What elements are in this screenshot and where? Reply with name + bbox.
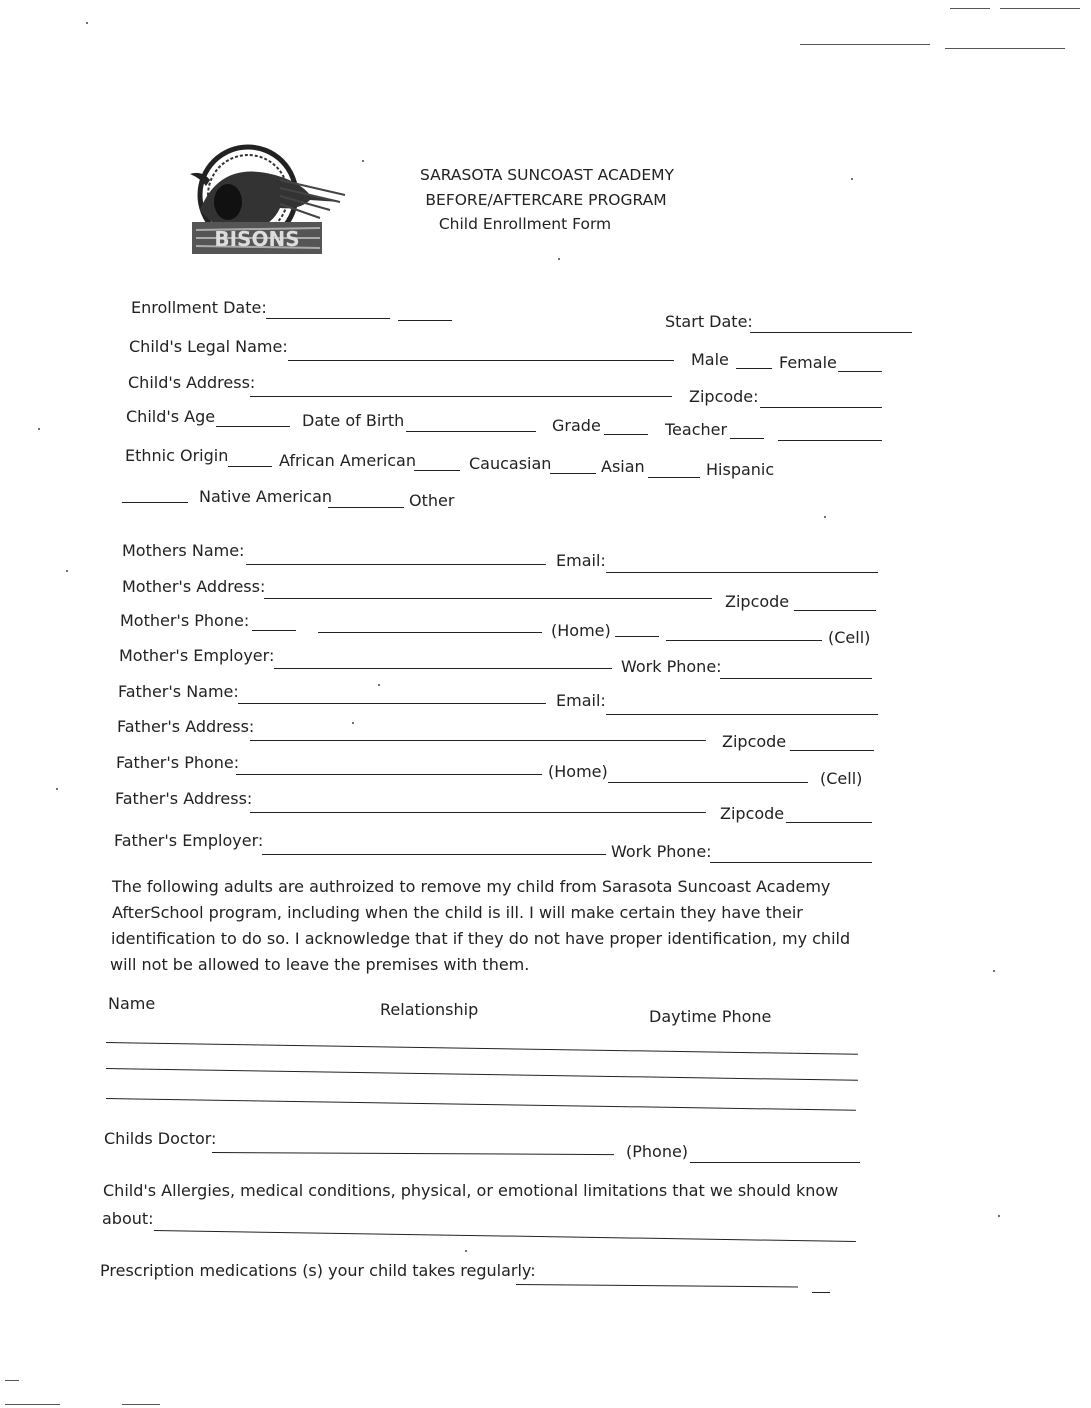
scan-speck (465, 1250, 467, 1252)
mother-address-label: Mother's Address: (122, 577, 266, 596)
father-zipcode-field[interactable] (790, 750, 874, 751)
scan-mark (800, 44, 930, 45)
scan-speck (998, 1215, 1000, 1217)
father-address-label: Father's Address: (117, 717, 255, 736)
svg-text:BISONS: BISONS (214, 227, 300, 251)
scan-speck (851, 178, 853, 180)
scan-mark (122, 1404, 160, 1405)
authorized-adult-row-3[interactable] (106, 1098, 856, 1111)
father-work-phone-label: Work Phone: (611, 842, 712, 861)
start-date-field[interactable] (750, 332, 912, 333)
scan-mark (945, 48, 1065, 49)
scan-mark (5, 1380, 19, 1381)
father-zipcode-2-field[interactable] (786, 822, 872, 823)
mother-name-field[interactable] (246, 564, 546, 565)
scan-speck (66, 570, 68, 572)
scan-speck (993, 970, 995, 972)
caucasian-label: Caucasian (469, 454, 552, 473)
teacher-field-2[interactable] (778, 440, 882, 441)
authorized-paragraph-line-1: The following adults are authroized to remove my child from Sarasota Suncoast Academy (112, 877, 831, 896)
program-name: BEFORE/AFTERCARE PROGRAM (425, 191, 667, 209)
hispanic-field[interactable] (648, 477, 700, 478)
form-title: Child Enrollment Form (438, 215, 612, 233)
dob-field[interactable] (406, 431, 536, 432)
school-name: SARASOTA SUNCOAST ACADEMY (420, 166, 675, 184)
allergies-label-line-1: Child's Allergies, medical conditions, physical, or emotional limitations that we should know (103, 1181, 839, 1200)
scan-mark (5, 1404, 60, 1405)
father-employer-field[interactable] (262, 854, 606, 855)
male-field[interactable] (736, 368, 772, 369)
dob-label: Date of Birth (302, 411, 405, 430)
african-american-label: African American (279, 451, 416, 470)
column-header-relationship: Relationship (380, 1000, 479, 1019)
authorized-paragraph-line-3: identification to do so. I acknowledge that if they do not have proper identification, my child (111, 929, 851, 948)
scan-speck (362, 160, 364, 162)
child-zipcode-field[interactable] (760, 407, 882, 408)
father-home-phone-field[interactable] (236, 774, 542, 775)
mother-work-phone-field[interactable] (720, 678, 872, 679)
teacher-field[interactable] (730, 438, 764, 439)
father-address-field[interactable] (250, 740, 706, 741)
doctor-field[interactable] (212, 1152, 614, 1155)
african-american-field[interactable] (228, 466, 272, 467)
enrollment-date-field-2[interactable] (398, 320, 452, 321)
mother-home-label: (Home) (551, 621, 611, 640)
mother-cell-phone-field[interactable] (666, 640, 822, 641)
father-phone-label: Father's Phone: (116, 753, 240, 772)
native-american-label: Native American (199, 487, 333, 506)
doctor-phone-field[interactable] (690, 1162, 860, 1163)
prescriptions-field[interactable] (516, 1284, 798, 1287)
mother-employer-label: Mother's Employer: (119, 646, 275, 665)
father-name-label: Father's Name: (118, 682, 239, 701)
prescriptions-field-2[interactable] (812, 1292, 830, 1293)
allergies-field[interactable] (154, 1230, 856, 1242)
mother-zipcode-field[interactable] (794, 610, 876, 611)
scan-speck (352, 722, 354, 724)
scan-speck (56, 788, 58, 790)
legal-name-label: Child's Legal Name: (129, 337, 288, 356)
mother-cell-area-field[interactable] (615, 636, 659, 637)
mother-email-label: Email: (556, 551, 606, 570)
enrollment-date-field[interactable] (266, 318, 390, 319)
enrollment-date-label: Enrollment Date: (131, 298, 267, 317)
child-age-label: Child's Age (126, 407, 216, 426)
scan-mark (1000, 8, 1080, 9)
bison-mascot-logo (180, 140, 350, 260)
hispanic-label: Hispanic (706, 460, 775, 479)
authorized-paragraph-line-4: will not be allowed to leave the premises with them. (110, 955, 530, 974)
mother-employer-field[interactable] (274, 668, 612, 669)
female-field[interactable] (838, 371, 882, 372)
child-age-field[interactable] (216, 426, 290, 427)
mother-home-area-field[interactable] (252, 630, 296, 631)
scan-speck (824, 516, 826, 518)
male-label: Male (691, 350, 729, 369)
child-address-field[interactable] (250, 396, 672, 397)
mother-cell-label: (Cell) (828, 628, 871, 647)
father-address-2-label: Father's Address: (115, 789, 253, 808)
father-email-field[interactable] (606, 714, 878, 715)
prescriptions-label: Prescription medications (s) your child takes regularly: (100, 1261, 536, 1280)
allergies-label-line-2: about: (102, 1209, 154, 1228)
mother-zipcode-label: Zipcode (725, 592, 790, 611)
authorized-adult-row-1[interactable] (106, 1042, 858, 1055)
father-cell-phone-field[interactable] (608, 782, 808, 783)
father-work-phone-field[interactable] (710, 862, 872, 863)
doctor-label: Childs Doctor: (104, 1129, 217, 1148)
father-address-2-field[interactable] (250, 812, 706, 813)
mother-work-phone-label: Work Phone: (621, 657, 722, 676)
scan-speck (558, 258, 560, 260)
child-zipcode-label: Zipcode: (689, 387, 759, 406)
ethnic-origin-label: Ethnic Origin (125, 446, 229, 465)
child-address-label: Child's Address: (128, 373, 256, 392)
mother-email-field[interactable] (606, 572, 878, 573)
female-label: Female (779, 353, 837, 372)
asian-label: Asian (601, 457, 645, 476)
father-cell-label: (Cell) (820, 769, 863, 788)
caucasian-field[interactable] (414, 470, 460, 471)
scan-mark (950, 8, 990, 9)
mother-address-field[interactable] (264, 598, 712, 599)
teacher-label: Teacher (665, 420, 728, 439)
grade-label: Grade (552, 416, 601, 435)
asian-field[interactable] (550, 473, 596, 474)
other-label: Other (409, 491, 455, 510)
scan-speck (378, 684, 380, 686)
mother-home-phone-field[interactable] (318, 632, 542, 633)
scan-speck (38, 428, 40, 430)
start-date-label: Start Date: (665, 312, 753, 331)
mother-phone-label: Mother's Phone: (120, 611, 250, 630)
father-zipcode-2-label: Zipcode (720, 804, 785, 823)
father-employer-label: Father's Employer: (114, 831, 264, 850)
father-email-label: Email: (556, 691, 606, 710)
father-home-label: (Home) (548, 762, 608, 781)
scan-speck (86, 22, 88, 24)
native-american-field[interactable] (122, 502, 188, 503)
father-zipcode-label: Zipcode (722, 732, 787, 751)
column-header-daytime-phone: Daytime Phone (649, 1007, 772, 1026)
other-field[interactable] (328, 507, 404, 508)
father-name-field[interactable] (238, 703, 546, 704)
authorized-adult-row-2[interactable] (106, 1068, 858, 1081)
mother-name-label: Mothers Name: (122, 541, 245, 560)
doctor-phone-label: (Phone) (626, 1142, 689, 1161)
column-header-name: Name (108, 994, 156, 1013)
legal-name-field[interactable] (288, 360, 674, 361)
authorized-paragraph-line-2: AfterSchool program, including when the child is ill. I will make certain they have their (112, 903, 803, 922)
grade-field[interactable] (604, 434, 648, 435)
